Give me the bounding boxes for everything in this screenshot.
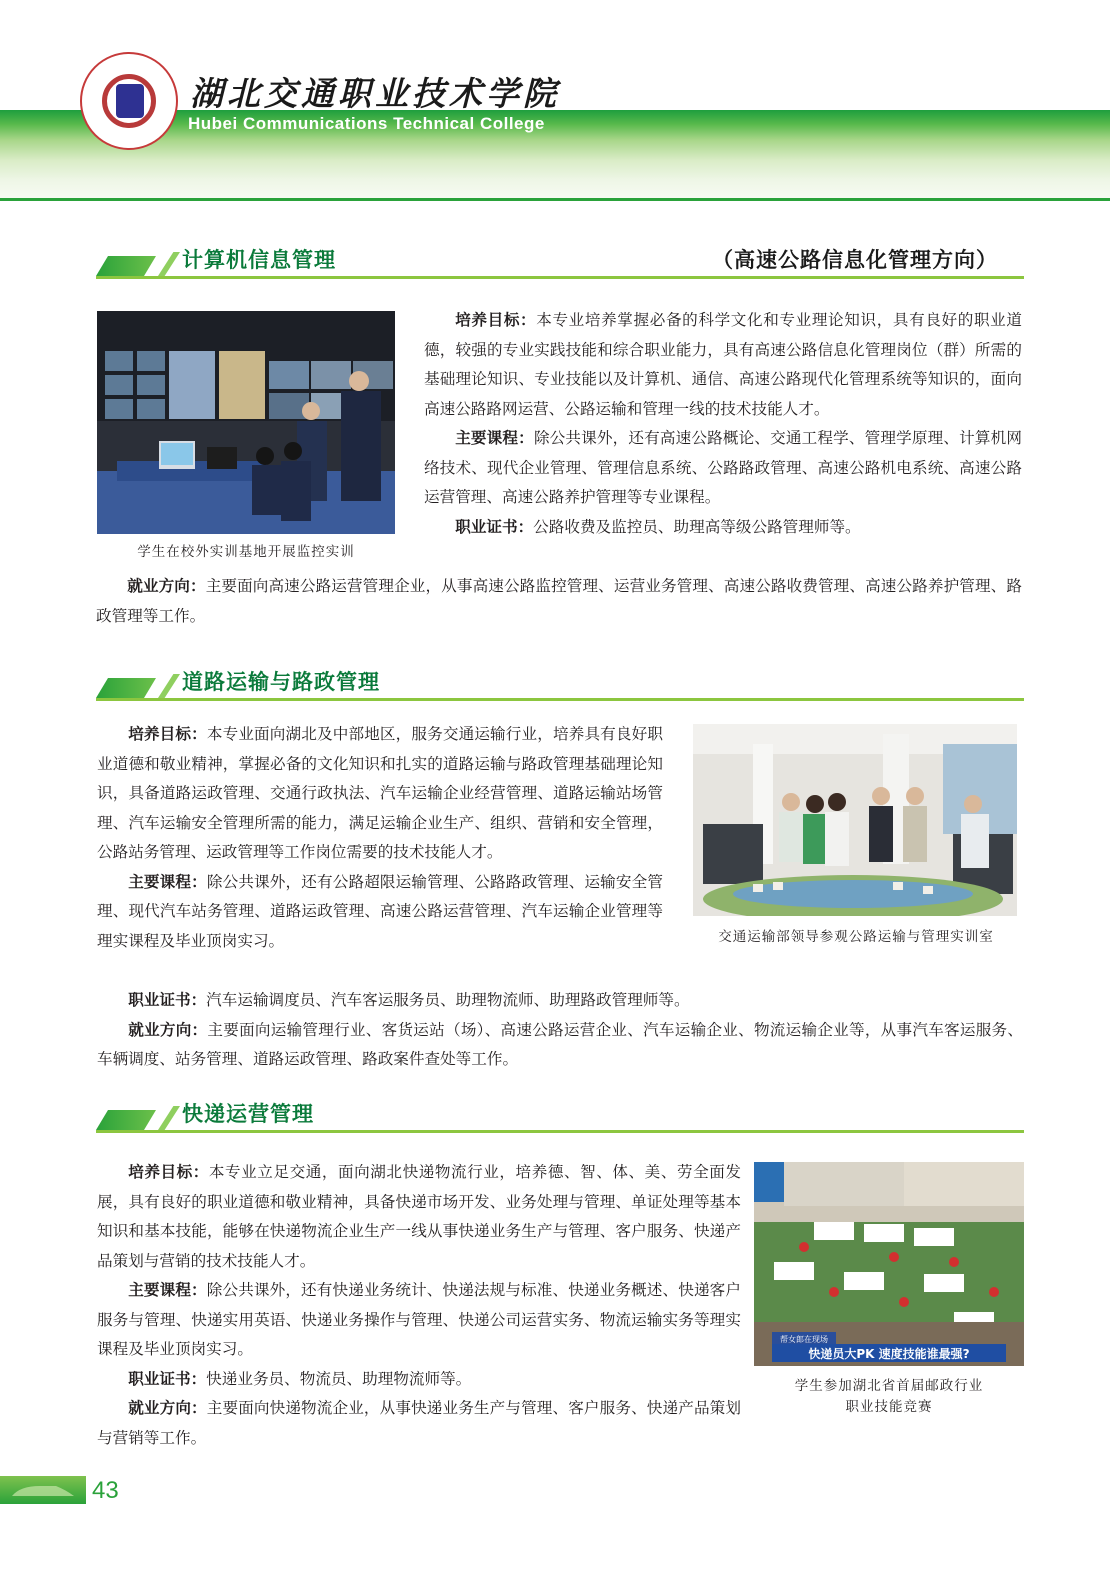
career-text: 主要面向高速公路运营管理企业，从事高速公路监控管理、运营业务管理、高速公路收费管理、高速公路养护管理、路政管理等工作。	[96, 577, 1022, 625]
courses-text: 除公共课外，还有快递业务统计、快递法规与标准、快递业务概述、快递客户服务与管理、快递实用英语、快递业务操作与管理、快递公司运营实务、物流运输实务等理实课程及毕业顶岗实习。	[97, 1281, 741, 1358]
career-label: 就业方向：	[127, 577, 206, 595]
competition-photo	[754, 1162, 1024, 1366]
photo-caption: 学生在校外实训基地开展监控实训	[137, 544, 355, 560]
cert-text: 快递业务员、物流员、助理物流师等。	[206, 1369, 472, 1388]
tv-banner: 快递员大PK 速度技能谁最强?	[808, 1347, 970, 1361]
section-body	[97, 720, 663, 956]
cert-text: 公路收费及监控员、助理高等级公路管理师等。	[533, 517, 861, 536]
courses-text: 除公共课外，还有公路超限运输管理、公路路政管理、运输安全管理、现代汽车站务管理、道路运政管理、高速公路运营管理、汽车运输企业管理等理实课程及毕业顶岗实习。	[97, 872, 663, 950]
college-logo	[80, 52, 178, 150]
photo-caption: 交通运输部领导参观公路运输与管理实训室	[718, 929, 994, 945]
cert-label: 职业证书：	[128, 991, 207, 1009]
photo-caption-line: 职业技能竞赛	[845, 1399, 933, 1415]
cert-label: 职业证书：	[128, 1369, 207, 1388]
goal-label: 培养目标：	[128, 725, 207, 743]
section-footer	[97, 986, 1023, 1075]
photo-caption-line: 学生参加湖北省首届邮政行业	[794, 1378, 984, 1394]
section-subtitle: （高速公路信息化管理方向）	[712, 248, 998, 272]
section-career	[96, 572, 1022, 631]
college-name-cn: 湖北交通职业技术学院	[190, 74, 560, 113]
career-label: 就业方向：	[128, 1399, 207, 1417]
section-title: 快递运营管理	[182, 1102, 314, 1126]
monitoring-training-photo	[97, 311, 395, 534]
career-text: 主要面向快递物流企业，从事快递业务生产与管理、客户服务、快递产品策划与营销等工作。	[97, 1399, 741, 1447]
goal-text: 本专业立足交通，面向湖北快递物流行业，培养德、智、体、美、劳全面发展，具有良好的职业道德和敬业精神，具备快递市场开发、业务处理与管理、单证处理等基本知识和基本技能，能够在快递物流企业生产一线从事快递业务生产与管理、客户服务、快递产品策划与营销的技术技能人才。	[97, 1163, 741, 1270]
photo-caption	[754, 1376, 1024, 1418]
lab-visit-photo	[693, 724, 1017, 916]
courses-label: 主要课程：	[455, 429, 534, 447]
section-divider	[96, 1130, 1024, 1133]
goal-text: 本专业面向湖北及中部地区，服务交通运输行业，培养具有良好职业道德和敬业精神，掌握必备的文化知识和扎实的道路运输与路政管理基础理论知识，具备道路运政管理、交通行政执法、汽车运输企业经营管理、道路运输站场管理、汽车运输安全管理所需的能力，满足运输企业生产、组织、营销和安全管理，公路站务管理、运政管理等工作岗位需要的技术技能人才。	[97, 725, 663, 861]
section-body	[97, 1158, 741, 1453]
section-divider	[96, 698, 1024, 701]
page-number: 43	[92, 1477, 119, 1504]
cert-label: 职业证书：	[455, 517, 534, 536]
footer-car-bar	[0, 1476, 86, 1504]
tv-banner-small: 帮女郎在现场	[780, 1335, 828, 1344]
goal-label: 培养目标：	[455, 311, 537, 329]
goal-label: 培养目标：	[128, 1163, 209, 1181]
section-title: 计算机信息管理	[182, 248, 336, 272]
section-body	[424, 306, 1022, 542]
goal-text: 本专业培养掌握必备的科学文化和专业理论知识，具有良好的职业道德，较强的专业实践技能和综合职业能力，具有高速公路信息化管理岗位（群）所需的基础理论知识、专业技能以及计算机、通信、高速公路现代化管理系统等知识的，面向高速公路路网运营、公路运输和管理一线的技术技能人才。	[424, 311, 1022, 418]
courses-label: 主要课程：	[128, 872, 207, 891]
career-label: 就业方向：	[128, 1020, 208, 1039]
courses-text: 除公共课外，还有高速公路概论、交通工程学、管理学原理、计算机网络技术、现代企业管理、管理信息系统、公路路政管理、高速公路机电系统、高速公路运营管理、高速公路养护管理等专业课程。	[424, 429, 1022, 506]
header-divider	[0, 198, 1110, 201]
cert-text: 汽车运输调度员、汽车客运服务员、助理物流师、助理路政管理师等。	[206, 991, 690, 1009]
college-name-en: Hubei Communications Technical College	[188, 114, 545, 133]
career-text: 主要面向运输管理行业、客货运站（场）、高速公路运营企业、汽车运输企业、物流运输企业等，从事汽车客运服务、车辆调度、站务管理、道路运政管理、路政案件查处等工作。	[97, 1020, 1023, 1068]
section-title: 道路运输与路政管理	[182, 670, 380, 694]
courses-label: 主要课程：	[128, 1281, 207, 1299]
section-divider	[96, 276, 1024, 279]
